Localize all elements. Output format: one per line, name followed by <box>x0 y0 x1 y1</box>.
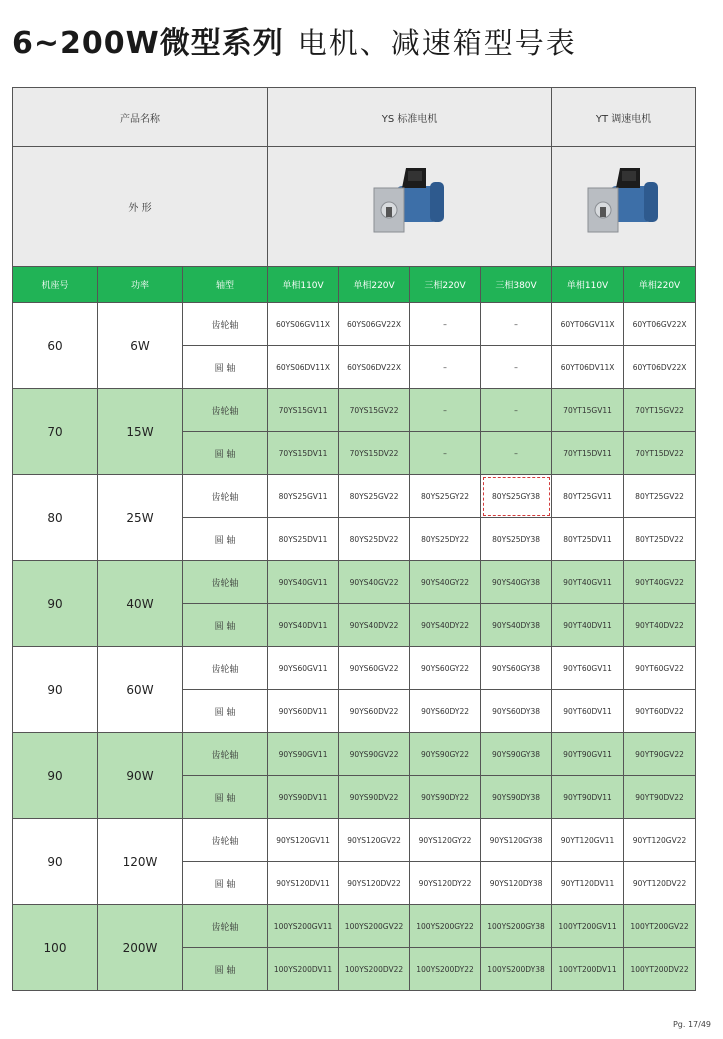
model-cell: 90YS60GV11 <box>268 647 339 690</box>
model-cell: 90YS120DV22 <box>339 862 410 905</box>
shaft-type: 齿轮轴 <box>183 475 268 518</box>
model-cell: 90YT120DV11 <box>552 862 624 905</box>
model-cell: – <box>481 432 552 475</box>
frame-size: 70 <box>13 389 98 475</box>
group-header-row <box>13 88 696 147</box>
title-rest: 电机、减速箱型号表 <box>297 26 577 60</box>
model-cell: 70YS15GV11 <box>268 389 339 432</box>
model-cell: 80YS25DV11 <box>268 518 339 561</box>
shaft-type: 圆 轴 <box>183 948 268 991</box>
shape-label: 外 形 <box>13 147 268 267</box>
model-cell: 90YS120DY38 <box>481 862 552 905</box>
model-cell: 90YS60GV22 <box>339 647 410 690</box>
table-row <box>13 733 696 776</box>
model-cell: 90YT40DV22 <box>624 604 696 647</box>
power-value: 15W <box>98 389 183 475</box>
page-number: Pg. 17/49 <box>672 1020 711 1029</box>
power-value: 25W <box>98 475 183 561</box>
model-cell: 80YS25GY22 <box>410 475 481 518</box>
shaft-type: 齿轮轴 <box>183 647 268 690</box>
model-cell: 80YT25GV22 <box>624 475 696 518</box>
model-cell: 90YS40GV22 <box>339 561 410 604</box>
model-cell: 70YS15DV11 <box>268 432 339 475</box>
model-cell: 90YT60DV22 <box>624 690 696 733</box>
model-cell: 90YS90GV11 <box>268 733 339 776</box>
model-cell: 70YT15GV22 <box>624 389 696 432</box>
shaft-type: 圆 轴 <box>183 776 268 819</box>
model-cell: – <box>410 389 481 432</box>
model-cell: 90YS60DY22 <box>410 690 481 733</box>
table-row <box>13 389 696 432</box>
table-row <box>13 905 696 948</box>
model-cell: 100YS200DY22 <box>410 948 481 991</box>
model-cell: 90YS120GV22 <box>339 819 410 862</box>
shaft-type: 齿轮轴 <box>183 733 268 776</box>
model-cell: 90YS40DY38 <box>481 604 552 647</box>
col-ys-3p380: 三相380V <box>481 267 552 303</box>
col-yt-1p220: 单相220V <box>624 267 696 303</box>
model-cell: 90YT60GV11 <box>552 647 624 690</box>
model-cell: 70YS15DV22 <box>339 432 410 475</box>
model-cell: 90YS120GV11 <box>268 819 339 862</box>
shaft-type: 齿轮轴 <box>183 819 268 862</box>
model-cell: 90YT120GV11 <box>552 819 624 862</box>
model-cell: 80YS25DV22 <box>339 518 410 561</box>
model-cell: – <box>410 346 481 389</box>
power-value: 40W <box>98 561 183 647</box>
model-cell: 100YS200GV22 <box>339 905 410 948</box>
model-cell: 90YT60GV22 <box>624 647 696 690</box>
power-value: 90W <box>98 733 183 819</box>
model-cell: – <box>410 432 481 475</box>
title-bold: 6~200W微型系列 <box>12 26 284 61</box>
shaft-type: 圆 轴 <box>183 604 268 647</box>
table-row <box>13 475 696 518</box>
model-cell: 90YS40GV11 <box>268 561 339 604</box>
model-cell: 100YS200DV22 <box>339 948 410 991</box>
ys-motor-image-cell <box>268 147 552 267</box>
power-value: 6W <box>98 303 183 389</box>
model-cell: 100YS200DV11 <box>268 948 339 991</box>
power-value: 60W <box>98 647 183 733</box>
model-cell: 70YT15DV22 <box>624 432 696 475</box>
model-cell: 70YT15DV11 <box>552 432 624 475</box>
model-cell: 90YT90GV22 <box>624 733 696 776</box>
model-table <box>12 87 696 991</box>
col-power: 功率 <box>98 267 183 303</box>
model-cell: 90YS40DY22 <box>410 604 481 647</box>
table-row <box>13 647 696 690</box>
model-cell: 90YS90DV22 <box>339 776 410 819</box>
col-ys-1p220: 单相220V <box>339 267 410 303</box>
model-cell: 90YS60DV11 <box>268 690 339 733</box>
model-cell: 100YT200DV22 <box>624 948 696 991</box>
model-cell: 60YT06GV22X <box>624 303 696 346</box>
model-cell: 90YS90DY38 <box>481 776 552 819</box>
model-cell: 80YS25GV11 <box>268 475 339 518</box>
shaft-type: 齿轮轴 <box>183 389 268 432</box>
yt-motor-image <box>584 166 664 244</box>
yt-group-header: YT 调速电机 <box>552 88 696 147</box>
model-cell: 90YT120DV22 <box>624 862 696 905</box>
model-cell: 90YS40GY22 <box>410 561 481 604</box>
shape-row <box>13 147 696 267</box>
model-cell: 90YT90DV22 <box>624 776 696 819</box>
shaft-type: 圆 轴 <box>183 690 268 733</box>
col-frame: 机座号 <box>13 267 98 303</box>
model-cell: – <box>481 389 552 432</box>
col-ys-3p220: 三相220V <box>410 267 481 303</box>
frame-size: 100 <box>13 905 98 991</box>
yt-motor-image-cell <box>552 147 696 267</box>
shaft-type: 圆 轴 <box>183 346 268 389</box>
model-cell: 90YT120GV22 <box>624 819 696 862</box>
frame-size: 90 <box>13 819 98 905</box>
model-cell: 90YS60GY22 <box>410 647 481 690</box>
frame-size: 90 <box>13 647 98 733</box>
shaft-type: 圆 轴 <box>183 518 268 561</box>
model-cell: 100YT200GV11 <box>552 905 624 948</box>
model-cell: 100YS200GV11 <box>268 905 339 948</box>
model-cell: 60YS06DV11X <box>268 346 339 389</box>
model-cell: 90YT90GV11 <box>552 733 624 776</box>
model-cell: 80YS25GV22 <box>339 475 410 518</box>
model-cell: 90YT40GV11 <box>552 561 624 604</box>
model-cell: 90YS60DV22 <box>339 690 410 733</box>
model-cell: 90YS120DV11 <box>268 862 339 905</box>
table-row <box>13 819 696 862</box>
model-cell: 90YS90GV22 <box>339 733 410 776</box>
model-cell: – <box>410 303 481 346</box>
model-cell: 90YS120GY22 <box>410 819 481 862</box>
frame-size: 60 <box>13 303 98 389</box>
model-cell: 90YS40DV22 <box>339 604 410 647</box>
power-value: 120W <box>98 819 183 905</box>
col-ys-1p110: 单相110V <box>268 267 339 303</box>
shaft-type: 圆 轴 <box>183 432 268 475</box>
model-cell: 80YT25DV22 <box>624 518 696 561</box>
page-title <box>12 18 577 62</box>
frame-size: 80 <box>13 475 98 561</box>
model-cell: 100YS200DY38 <box>481 948 552 991</box>
model-cell: 70YT15GV11 <box>552 389 624 432</box>
model-cell: 80YS25GY38 <box>481 475 552 518</box>
model-cell: 100YS200GY38 <box>481 905 552 948</box>
model-cell: 90YS120GY38 <box>481 819 552 862</box>
model-cell: 90YS40GY38 <box>481 561 552 604</box>
product-name-header: 产品名称 <box>13 88 268 147</box>
model-body <box>13 303 696 991</box>
column-header-row <box>13 267 696 303</box>
model-cell: 90YS90GY22 <box>410 733 481 776</box>
model-cell: 90YS120DY22 <box>410 862 481 905</box>
model-cell: 80YS25DY38 <box>481 518 552 561</box>
model-cell: 60YT06GV11X <box>552 303 624 346</box>
model-cell: 60YS06GV22X <box>339 303 410 346</box>
shaft-type: 齿轮轴 <box>183 561 268 604</box>
model-cell: 90YT60DV11 <box>552 690 624 733</box>
model-cell: 90YS90DY22 <box>410 776 481 819</box>
model-cell: 90YT40DV11 <box>552 604 624 647</box>
model-cell: 90YS90DV11 <box>268 776 339 819</box>
model-cell: – <box>481 346 552 389</box>
model-cell: 60YS06DV22X <box>339 346 410 389</box>
shaft-type: 齿轮轴 <box>183 303 268 346</box>
shaft-type: 圆 轴 <box>183 862 268 905</box>
model-cell: 100YT200GV22 <box>624 905 696 948</box>
ys-group-header: YS 标准电机 <box>268 88 552 147</box>
model-cell: 60YT06DV11X <box>552 346 624 389</box>
col-shaft: 轴型 <box>183 267 268 303</box>
table-row <box>13 561 696 604</box>
model-cell: 90YS60GY38 <box>481 647 552 690</box>
model-cell: 60YT06DV22X <box>624 346 696 389</box>
frame-size: 90 <box>13 733 98 819</box>
frame-size: 90 <box>13 561 98 647</box>
model-cell: – <box>481 303 552 346</box>
power-value: 200W <box>98 905 183 991</box>
model-cell: 90YS60DY38 <box>481 690 552 733</box>
model-cell: 80YT25GV11 <box>552 475 624 518</box>
model-cell: 60YS06GV11X <box>268 303 339 346</box>
shaft-type: 齿轮轴 <box>183 905 268 948</box>
model-cell: 80YS25DY22 <box>410 518 481 561</box>
model-cell: 90YS90GY38 <box>481 733 552 776</box>
table-row <box>13 303 696 346</box>
model-cell: 90YT90DV11 <box>552 776 624 819</box>
model-cell: 70YS15GV22 <box>339 389 410 432</box>
model-cell: 100YT200DV11 <box>552 948 624 991</box>
col-yt-1p110: 单相110V <box>552 267 624 303</box>
model-cell: 100YS200GY22 <box>410 905 481 948</box>
model-cell: 80YT25DV11 <box>552 518 624 561</box>
ys-motor-image <box>370 166 450 244</box>
model-cell: 90YS40DV11 <box>268 604 339 647</box>
model-cell: 90YT40GV22 <box>624 561 696 604</box>
